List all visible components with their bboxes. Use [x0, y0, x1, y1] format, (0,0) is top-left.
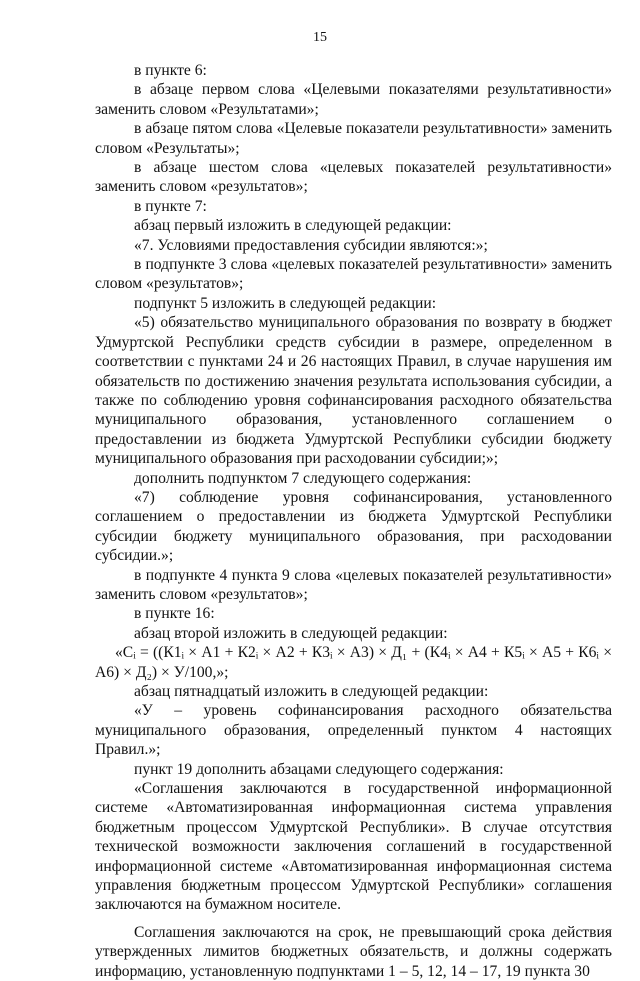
paragraph: в абзаце шестом слова «целевых показателей результативности» заменить словом «результатов»;	[95, 159, 612, 196]
paragraph: «Соглашения заключаются в государственной информационной системе «Автоматизированная информационная система управления бюджетным процессом Удмуртской Республики». В случае отсутствия технической возможности заключения соглашений в государственной информационной системе «Автоматизированная информационная система управления бюджетным процессом Удмуртской Республики» соглашения заключаются на бумажном носителе.	[95, 780, 612, 914]
paragraph: «5) обязательство муниципального образования по возврату в бюджет Удмуртской Республики средств субсидии в размере, определенном в соответствии с пунктами 24 и 26 настоящих Правил, в случае нарушения им обязательств по достижению значения результата использования субсидии, а также по соблюдению уровня софинансирования расходного обязательства муниципального образования, установленного соглашением о предоставлении из бюджета Удмуртской Республики субсидии бюджету муниципального образования при расходовании субсидии;»;	[95, 314, 612, 468]
paragraph: «У – уровень софинансирования расходного обязательства муниципального образования, определенный пунктом 4 настоящих Правил.»;	[95, 702, 612, 759]
paragraph: абзац второй изложить в следующей редакции:	[134, 624, 448, 642]
paragraph: в подпункте 4 пункта 9 слова «целевых показателей результативности» заменить словом «результатов»;	[95, 566, 612, 603]
paragraph: дополнить подпунктом 7 следующего содержания:	[134, 469, 472, 487]
paragraph: в пункте 16:	[134, 605, 215, 623]
paragraph: «7) соблюдение уровня софинансирования, установленного соглашением о предоставлении из бюджета Удмуртской Республики субсидии бюджету муниципального образования, при расходовании субсидии.»;	[95, 488, 612, 565]
paragraph: в абзаце первом слова «Целевыми показателями результативности» заменить словом «Результатами»;	[95, 81, 612, 118]
paragraph: в пункте 6:	[134, 62, 207, 79]
paragraph: в абзаце пятом слова «Целевые показатели результативности» заменить словом «Результаты»;	[95, 120, 612, 157]
paragraph: абзац пятнадцатый изложить в следующей редакции:	[134, 683, 489, 700]
paragraph: в подпункте 3 слова «целевых показателей результативности» заменить словом «результатов»;	[95, 256, 612, 293]
paragraph: подпункт 5 изложить в следующей редакции:	[134, 294, 437, 312]
paragraph: пункт 19 дополнить абзацами следующего содержания:	[134, 760, 504, 778]
paragraph: Соглашения заключаются на срок, не превышающий срока действия утвержденных лимитов бюджетных обязательств, и должны содержать информацию, установленную подпунктами 1 – 5, 12, 14 – 17, 19 пункта 30	[95, 923, 612, 980]
formula-paragraph: «Сᵢ = ((К1ᵢ × А1 + К2ᵢ × А2 + К3ᵢ × А3) × Д₁ + (К4ᵢ × А4 + К5ᵢ × А5 + К6ᵢ × А6) × Д₂) × У/100,»;	[95, 644, 612, 681]
paragraph: в пункте 7:	[134, 197, 207, 215]
page-number: 15	[313, 30, 327, 45]
paragraph: абзац первый изложить в следующей редакции:	[134, 217, 452, 235]
paragraph: «7. Условиями предоставления субсидии являются:»;	[134, 236, 488, 254]
document-body	[95, 61, 612, 981]
